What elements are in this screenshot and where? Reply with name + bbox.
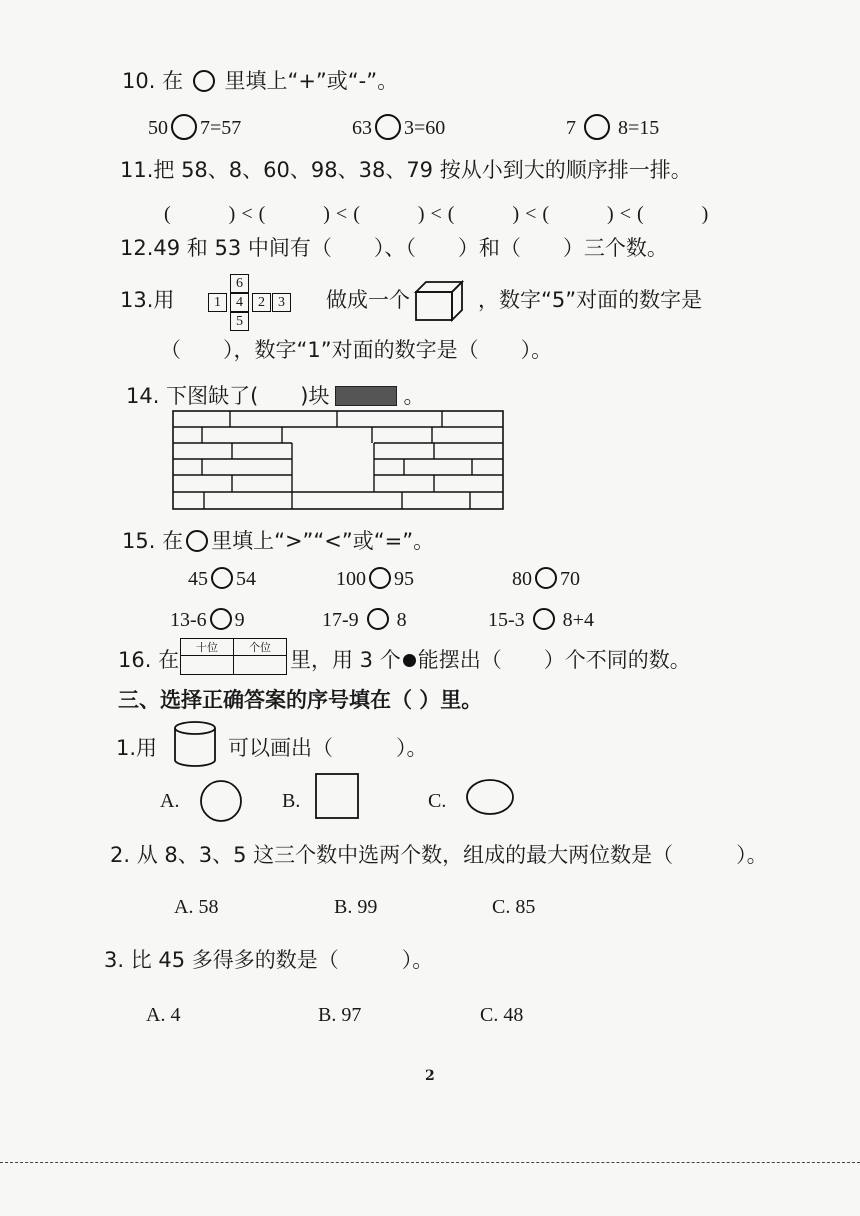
s3q3-option-a[interactable]: A. 4 [146, 1004, 181, 1026]
q15-item-6: 15-3 8+4 [488, 609, 594, 631]
s3q3-text: 3. 比 45 多得多的数是（ ）。 [104, 948, 434, 972]
q16-rest: 里，用 3 个 能摆出（ ）个不同的数。 [290, 648, 691, 672]
place-value-table: 十位 个位 [180, 638, 287, 675]
q13-prefix: 13.用 [120, 288, 175, 312]
q10-instruction: 10. 在 里填上“+”或“-”。 [122, 69, 399, 93]
cylinder-icon [172, 720, 218, 770]
cube-net-figure: 6 1 4 2 3 5 [206, 274, 296, 334]
q11-instruction: 11.把 58、8、60、98、38、79 按从小到大的顺序排一排。 [120, 158, 692, 182]
brick-wall-figure [172, 410, 504, 510]
s3q2-option-a[interactable]: A. 58 [174, 896, 219, 918]
q13-middle: 做成一个 [326, 288, 410, 312]
oval-shape-icon [464, 778, 516, 818]
square-shape-icon [314, 772, 362, 822]
brick-icon [335, 386, 397, 406]
answer-circle-icon[interactable] [211, 567, 233, 589]
s3q1-prefix: 1.用 [116, 736, 158, 760]
q15-item-1: 45 54 [188, 568, 256, 590]
s3q1-suffix: 可以画出（ ）。 [228, 736, 428, 760]
circle-shape-icon [198, 778, 244, 824]
s3q1-option-b[interactable]: B. [282, 790, 301, 812]
answer-circle-icon[interactable] [535, 567, 557, 589]
s3q3-option-c[interactable]: C. 48 [480, 1004, 524, 1026]
q15-item-4: 13-6 9 [170, 609, 245, 631]
answer-circle-icon[interactable] [375, 114, 401, 140]
q13-suffix: ，数字“5”对面的数字是 [478, 288, 703, 312]
section3-title: 三、选择正确答案的序号填在（ ）里。 [118, 688, 483, 712]
q10-item-3: 7 8=15 [566, 114, 659, 140]
q15-item-3: 80 70 [512, 568, 580, 590]
s3q2-option-c[interactable]: C. 85 [492, 896, 536, 918]
q10-item-2: 63 3=60 [352, 114, 445, 140]
answer-circle-icon[interactable] [171, 114, 197, 140]
answer-circle-icon[interactable] [369, 567, 391, 589]
q15-instruction: 15. 在 里填上“>”“<”或“=”。 [122, 529, 435, 553]
q14-instruction: 14. 下图缺了( )块 。 [126, 384, 425, 408]
q16-prefix: 16. 在 [118, 648, 180, 672]
q10-item-1: 50 7=57 [148, 114, 241, 140]
answer-circle-icon[interactable] [210, 608, 232, 630]
answer-circle-icon[interactable] [584, 114, 610, 140]
q15-item-5: 17-9 8 [322, 609, 407, 631]
s3q1-option-a[interactable]: A. [160, 790, 180, 812]
cube-icon [414, 280, 466, 322]
answer-circle-icon[interactable] [533, 608, 555, 630]
s3q2-text: 2. 从 8、3、5 这三个数中选两个数，组成的最大两位数是（ ）。 [110, 843, 768, 867]
q13-line2: （ ），数字“1”对面的数字是（ ）。 [160, 338, 553, 362]
answer-circle-icon [193, 70, 215, 92]
q15-item-2: 100 95 [336, 568, 414, 590]
q12-text: 12.49 和 53 中间有（ ）、（ ）和（ ）三个数。 [120, 236, 668, 260]
s3q1-option-c[interactable]: C. [428, 790, 447, 812]
answer-circle-icon [186, 530, 208, 552]
answer-circle-icon[interactable] [367, 608, 389, 630]
s3q3-option-b[interactable]: B. 97 [318, 1004, 362, 1026]
s3q2-option-b[interactable]: B. 99 [334, 896, 378, 918]
page-bottom-rule [0, 1162, 860, 1163]
bead-icon [403, 654, 416, 667]
page-number: 2 [425, 1068, 435, 1084]
q11-blanks[interactable]: ( )<( )<( )<( )<( )<( ) [164, 203, 715, 225]
